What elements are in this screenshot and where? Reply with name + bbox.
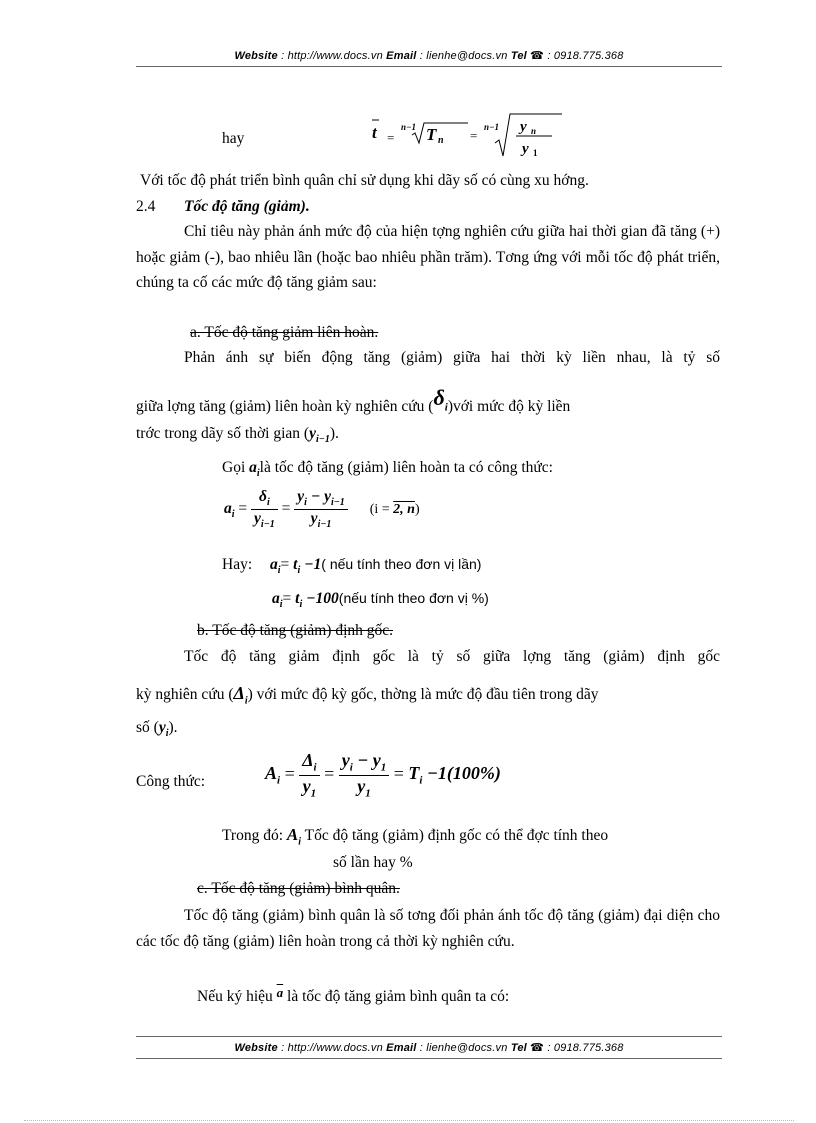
last-line — [197, 985, 510, 1007]
formula-pct: $a_i= t_i -100$ — [272, 590, 339, 611]
frac-Delta-num: $\Delta_i$ — [299, 750, 319, 776]
paragraph-3-line-1: Tốc độ tăng giảm định gốc là tỷ số giữa lợng tăng (giảm) định gốc — [184, 648, 720, 665]
paragraph-4: Tốc độ tăng (giảm) bình quân là số tơng đối phản ánh tốc độ tăng (giảm) đại diện cho các tốc độ tăng (giảm) liên hoàn trong cả thời kỳ nghiên cứu. — [136, 907, 720, 950]
header-rule — [136, 66, 722, 67]
last-a: Nếu ký hiệu — [197, 988, 277, 1005]
congthuc-label: Công thức: — [136, 773, 206, 790]
svg-text:=: = — [387, 130, 395, 145]
y-i-symbol: $y_i$ — [158, 719, 169, 740]
page-footer — [136, 1041, 722, 1054]
svg-text:=: = — [470, 128, 478, 143]
header-tel-label: Tel — [510, 50, 527, 62]
footer-rule — [136, 1036, 722, 1037]
paragraph-2-line-1: Phản ánh sự biến động tăng (giảm) giữa hai thời kỳ liền nhau, là tỷ số — [184, 349, 720, 366]
para3-l2b: ) với mức độ kỳ gốc, thờng là mức độ đầu tiên trong dãy — [247, 686, 599, 703]
formula-lan: $a_i= t_i -1$ — [270, 556, 322, 577]
para3-l3b: ). — [168, 719, 178, 736]
note-line: Với tốc độ phát triển bình quân chỉ sử dụng khi dãy số có cùng xu hớng. — [140, 172, 589, 189]
goi-b: là tốc độ tăng (giảm) liên hoàn ta có công thức: — [259, 459, 553, 476]
footer-email-label: Email — [386, 1042, 417, 1054]
paragraph-3-line-2 — [136, 683, 598, 708]
trongdo-line-2: số lần hay % — [333, 854, 413, 871]
range-open: (i = — [369, 502, 394, 518]
a-bar-symbol: a — [276, 985, 284, 1000]
svg-text:y: y — [522, 141, 529, 157]
item-a-heading: a. Tốc độ tăng giảm liên hoàn. — [190, 324, 379, 341]
formula-a-i — [224, 488, 420, 531]
trongdo-text: Tốc độ tăng (giảm) định gốc có thể đợc tính theo — [304, 827, 609, 844]
hay-label: hay — [222, 130, 245, 147]
trongdo-line — [222, 825, 608, 848]
range — [370, 502, 420, 517]
header-website-label: Website — [234, 50, 278, 62]
unit-lan: ( nếu tính theo đơn vị lần) — [321, 556, 482, 572]
footer-tel-label: Tel — [510, 1042, 527, 1054]
svg-text:1: 1 — [533, 148, 538, 158]
frac-diff-den: $y_{i-1}$ — [310, 510, 332, 531]
footer-website-label: Website — [234, 1042, 278, 1054]
frac-delta — [251, 488, 278, 531]
Delta-i-symbol: $\Delta_i$ — [233, 683, 248, 707]
paragraph-3-line-3 — [136, 719, 178, 740]
footer-phone-icon: ☎ — [530, 1042, 545, 1054]
unit-pct: (nếu tính theo đơn vị %) — [338, 590, 489, 606]
para2-l2a: giữa lợng tăng (giảm) liên hoàn kỳ nghiên cứu ( — [136, 398, 434, 415]
svg-text:n−1: n−1 — [401, 122, 416, 132]
para3-l3a: số ( — [136, 719, 159, 736]
y-i-minus-1: $y_{i-1}$ — [309, 425, 330, 446]
range-close: ) — [414, 502, 420, 518]
equals-2: = — [281, 500, 295, 518]
svg-text:t: t — [372, 123, 377, 142]
footer-rule-bottom — [136, 1058, 722, 1059]
range-value: 2, n — [393, 502, 415, 518]
para2-l3b: ). — [329, 425, 339, 442]
a-i-symbol: $a_i$ — [249, 459, 260, 480]
paragraph-2-line-3 — [136, 425, 339, 446]
header-email: : lienhe@docs.vn — [416, 50, 508, 62]
frac-delta-num: $\delta_i$ — [251, 488, 278, 510]
para3-l2a: kỳ nghiên cứu ( — [136, 686, 234, 703]
frac-diff-num: $y_i - y_{i-1}$ — [294, 488, 348, 510]
frac-ydiff-num: $y_i - y_1$ — [339, 750, 389, 776]
last-b: là tốc độ tăng giảm bình quân ta có: — [283, 988, 510, 1005]
paragraph-2-line-2 — [136, 385, 571, 421]
eq-a3: = — [393, 763, 409, 784]
eq-a1: = — [284, 763, 300, 784]
goi-a: Gọi — [222, 459, 250, 476]
page-bottom-dotted-line — [24, 1120, 794, 1121]
pct-line — [272, 590, 489, 611]
hay-line — [222, 556, 481, 577]
frac-delta-den: $y_{i-1}$ — [254, 510, 275, 531]
formula-A-rhs: $T_i -1(100\%)$ — [408, 763, 501, 787]
frac-ydiff-den: $y_1$ — [357, 775, 371, 800]
item-b-heading: b. Tốc độ tăng (giảm) định gốc. — [197, 622, 394, 639]
formula-t-bar — [370, 110, 570, 165]
trongdo-label: Trong đó: — [222, 827, 284, 844]
eq-a2: = — [324, 763, 339, 784]
frac-Delta-den: $y_1$ — [302, 775, 317, 800]
formula-t-bar-svg — [370, 110, 570, 166]
paragraph-1: Chỉ tiêu này phản ánh mức độ của hiện tợng nghiên cứu giữa hai thời gian đã tăng (+) hoặc giảm (-), bao nhiêu lần (hoặc bao nhiêu phần trăm). Tơng ứng với mỗi tốc độ phát triển, chúng ta cố các mức độ tăng giảm sau: — [136, 223, 720, 291]
header-website: : http://www.docs.vn — [277, 50, 383, 62]
a-i-lhs: $a_i$ — [224, 500, 235, 521]
goi-line — [222, 459, 553, 480]
hay2: Hay: — [222, 556, 253, 573]
footer-email: : lienhe@docs.vn — [416, 1042, 508, 1054]
frac-diff — [294, 488, 348, 531]
para2-l3a: trớc trong dãy số thời gian ( — [136, 425, 310, 442]
footer-tel: : 0918.775.368 — [544, 1042, 624, 1054]
header-email-label: Email — [386, 50, 417, 62]
page-header — [136, 49, 722, 62]
svg-text:y: y — [520, 119, 527, 135]
svg-text:n−1: n−1 — [484, 122, 499, 132]
svg-text:T: T — [426, 125, 437, 144]
svg-text:n: n — [531, 126, 537, 136]
header-tel: : 0918.775.368 — [544, 50, 624, 62]
A-i-symbol: $A_i$ — [286, 825, 302, 848]
footer-website: : http://www.docs.vn — [277, 1042, 383, 1054]
para2-l2b: )với mức độ kỳ liền — [447, 398, 571, 415]
section-number: 2.4 — [136, 198, 156, 215]
svg-text:n: n — [438, 135, 444, 146]
frac-ydiff — [339, 750, 389, 801]
frac-Delta — [299, 750, 319, 801]
phone-icon: ☎ — [530, 50, 545, 62]
formula-A-i — [265, 750, 501, 801]
equals-1: = — [238, 500, 252, 518]
item-c-heading: c. Tốc độ tăng (giảm) bình quân. — [197, 880, 400, 897]
section-title: Tốc độ tăng (giảm). — [184, 198, 310, 215]
A-i-lhs: $A_i$ — [265, 763, 281, 787]
delta-i-symbol: $\delta_i$ — [433, 385, 448, 414]
